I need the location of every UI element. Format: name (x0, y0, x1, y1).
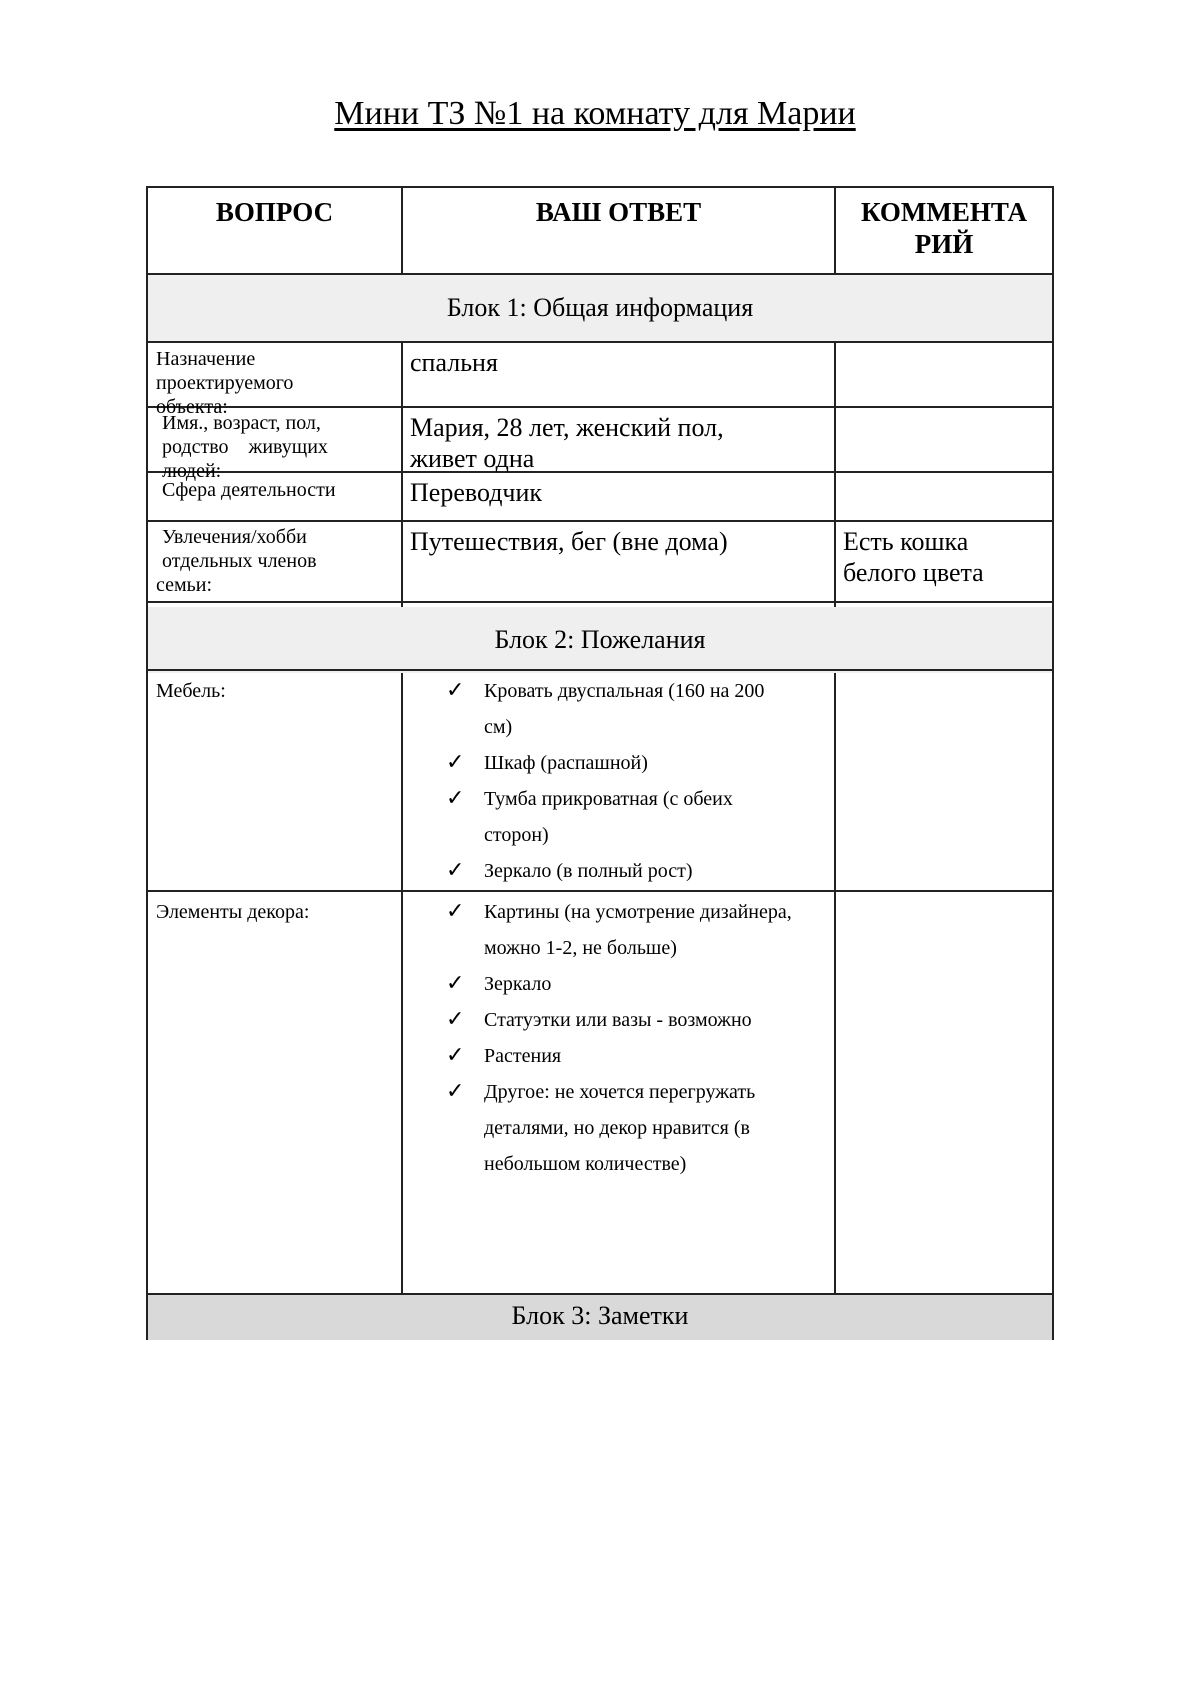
list-item: ✓ Статуэтки или вазы - возможно (446, 1002, 831, 1038)
table-row-answer: Мария, 28 лет, женский пол, живет одна (410, 413, 724, 473)
checkmark-icon: ✓ (446, 750, 465, 775)
table-row-answer: Переводчик (410, 478, 543, 507)
table-row-answer: Путешествия, бег (вне дома) (410, 527, 728, 556)
block2-title: Блок 2: Пожелания (494, 625, 706, 654)
list-item: ✓ Зеркало (446, 966, 831, 1002)
checkmark-icon: ✓ (446, 1079, 465, 1104)
list-item: ✓ Кровать двуспальная (160 на 200 см) (446, 673, 831, 745)
list-item: ✓ Картины (на усмотрение дизайнера, можно 1-2, не больше) (446, 894, 831, 966)
decor-list (446, 894, 831, 1182)
document-title: Мини ТЗ №1 на комнату для Марии (334, 95, 856, 132)
checkmark-icon: ✓ (446, 971, 465, 996)
checkmark-icon: ✓ (446, 899, 465, 924)
table-row-question: Сфера деятельности (162, 479, 336, 501)
list-item: ✓ Растения (446, 1038, 831, 1074)
list-item: ✓ Шкаф (распашной) (446, 745, 831, 781)
header-answer: ВАШ ОТВЕТ (535, 197, 702, 227)
table-row-comment: Есть кошка белого цвета (843, 527, 984, 587)
list-item: ✓ Зеркало (в полный рост) (446, 853, 831, 889)
furniture-list (446, 673, 831, 889)
checkmark-icon: ✓ (446, 1007, 465, 1032)
table-row-question: Назначение проектируемого объекта: (156, 348, 294, 418)
block1-title: Блок 1: Общая информация (446, 293, 754, 322)
header-comment: КОММЕНТА РИЙ (860, 197, 1028, 259)
header-question: ВОПРОС (215, 197, 334, 227)
block3-title: Блок 3: Заметки (511, 1301, 689, 1330)
checkmark-icon: ✓ (446, 786, 465, 811)
questionnaire-table (146, 186, 1054, 1340)
list-item: ✓ Тумба прикроватная (с обеих сторон) (446, 781, 831, 853)
table-row-answer: спальня (410, 348, 498, 377)
checkmark-icon: ✓ (446, 1043, 465, 1068)
table-row-question: Имя., возраст, пол, родство живущих людей: (162, 412, 328, 482)
list-item: ✓ Другое: не хочется перегружать деталями, но декор нравится (в небольшом количестве) (446, 1074, 831, 1182)
checkmark-icon: ✓ (446, 678, 465, 703)
decor-question: Элементы декора: (156, 901, 310, 923)
table-row-question: Увлечения/хобби отдельных членов семьи: (156, 526, 317, 596)
furniture-question: Мебель: (156, 680, 226, 702)
checkmark-icon: ✓ (446, 858, 465, 883)
